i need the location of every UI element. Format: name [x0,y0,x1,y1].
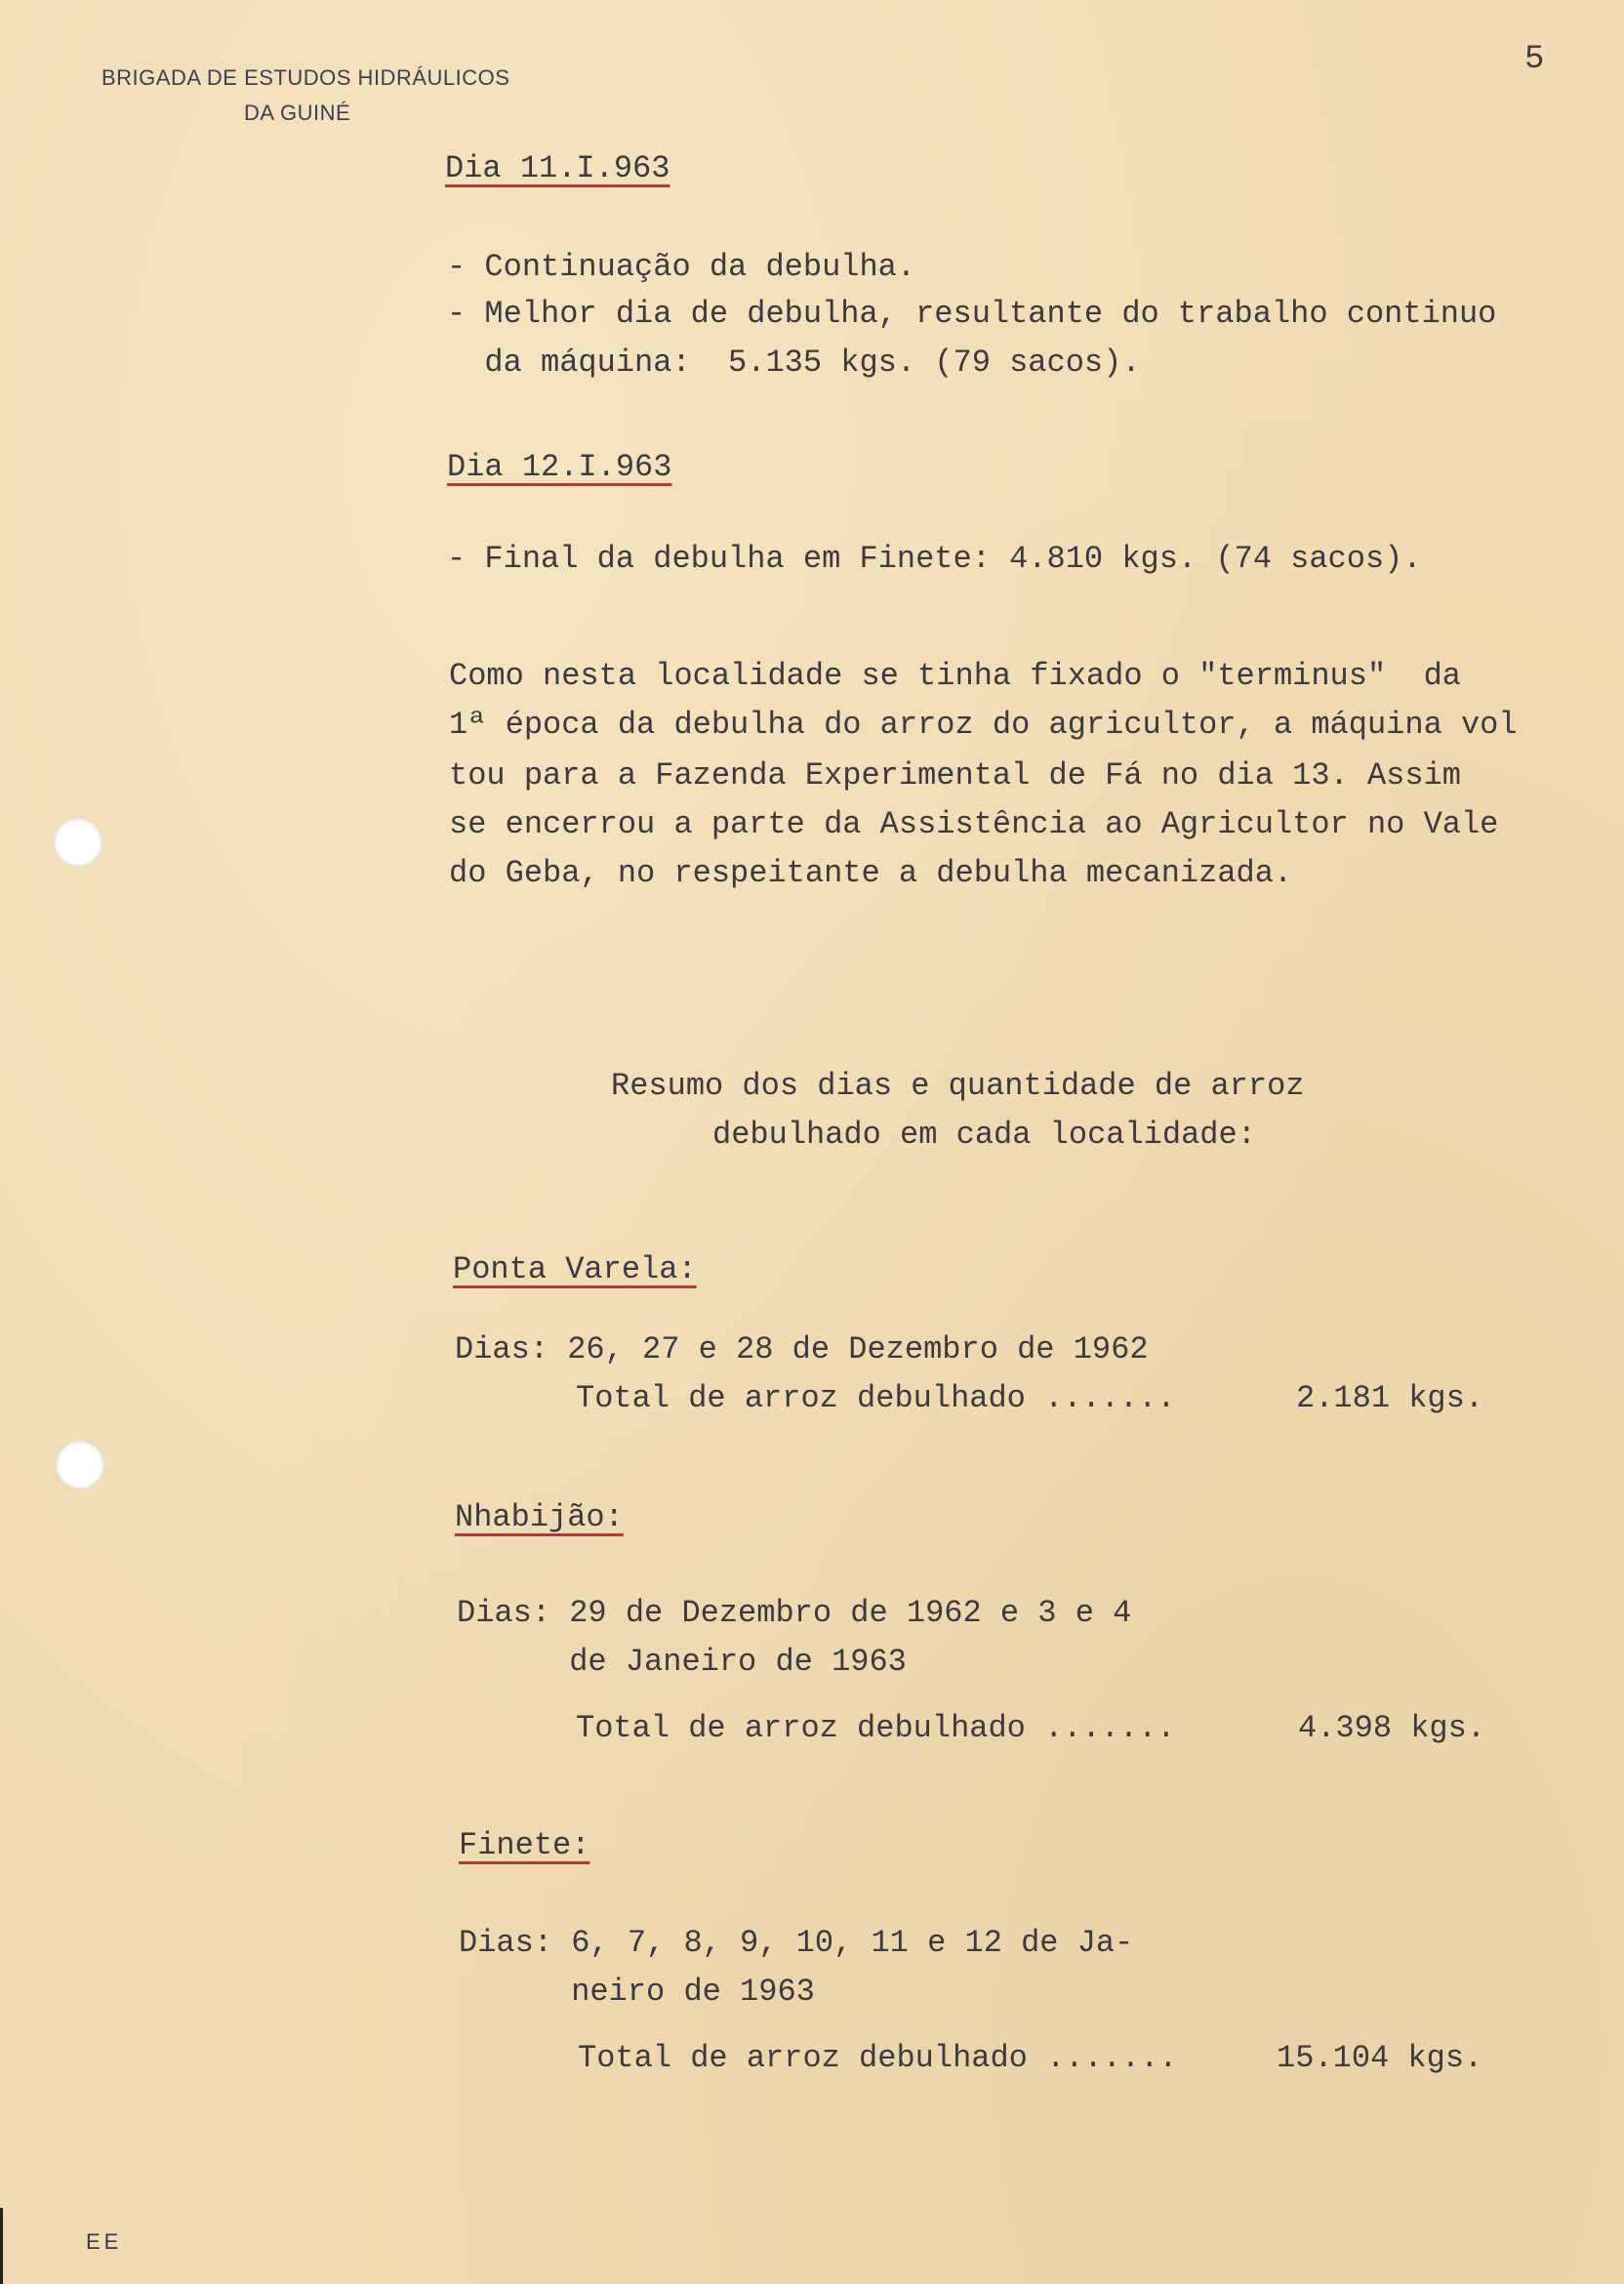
entry-line: - Melhor dia de debulha, resultante do trabalho continuo [447,296,1497,332]
letterhead-line-2: DA GUINÉ [244,101,351,125]
entry-line: - Final da debulha em Finete: 4.810 kgs. (74 sacos). [447,541,1422,577]
summary-title-line: debulhado em cada localidade: [712,1117,1256,1153]
letterhead [102,61,509,131]
footer-initials: EE [86,2229,123,2254]
paragraph-line: 1ª época da debulha do arroz do agricultor, a máquina vol [449,707,1518,743]
punch-hole [56,1441,104,1489]
page-number: 5 [1524,41,1545,78]
entry-date-heading: Dia 12.I.963 [447,449,672,485]
summary-title-line: Resumo dos dias e quantidade de arroz [611,1068,1305,1104]
location-total-value: 4.398 kgs. [1298,1710,1486,1746]
paragraph-line: tou para a Fazenda Experimental de Fá no dia 13. Assim [449,757,1461,794]
location-total-label: Total de arroz debulhado ....... [576,1380,1176,1416]
location-days: neiro de 1963 [459,1974,815,2010]
entry-line: - Continuação da debulha. [447,249,916,285]
paragraph-line: se encerrou a parte da Assistência ao Agricultor no Vale [449,806,1499,842]
entry-date-heading: Dia 11.I.963 [445,150,670,186]
page-edge-mark [0,2208,3,2284]
location-days: Dias: 26, 27 e 28 de Dezembro de 1962 [455,1331,1149,1367]
location-days: Dias: 29 de Dezembro de 1962 e 3 e 4 [457,1595,1132,1631]
location-days: Dias: 6, 7, 8, 9, 10, 11 e 12 de Ja- [459,1925,1134,1961]
location-heading: Finete: [459,1827,590,1863]
paragraph-line: do Geba, no respeitante a debulha mecanizada. [449,855,1293,891]
location-heading: Ponta Varela: [453,1251,697,1287]
location-total-value: 2.181 kgs. [1296,1380,1484,1416]
punch-hole [54,818,102,867]
location-total-label: Total de arroz debulhado ....... [576,1710,1176,1746]
letterhead-line-1: BRIGADA DE ESTUDOS HIDRÁULICOS [102,65,510,90]
location-days: de Janeiro de 1963 [457,1644,907,1680]
location-total-value: 15.104 kgs. [1277,2040,1483,2076]
paragraph-line: Como nesta localidade se tinha fixado o "terminus" da [449,658,1461,694]
location-total-label: Total de arroz debulhado ....... [578,2040,1178,2076]
location-heading: Nhabijão: [455,1499,624,1535]
entry-line: da máquina: 5.135 kgs. (79 sacos). [447,345,1141,381]
